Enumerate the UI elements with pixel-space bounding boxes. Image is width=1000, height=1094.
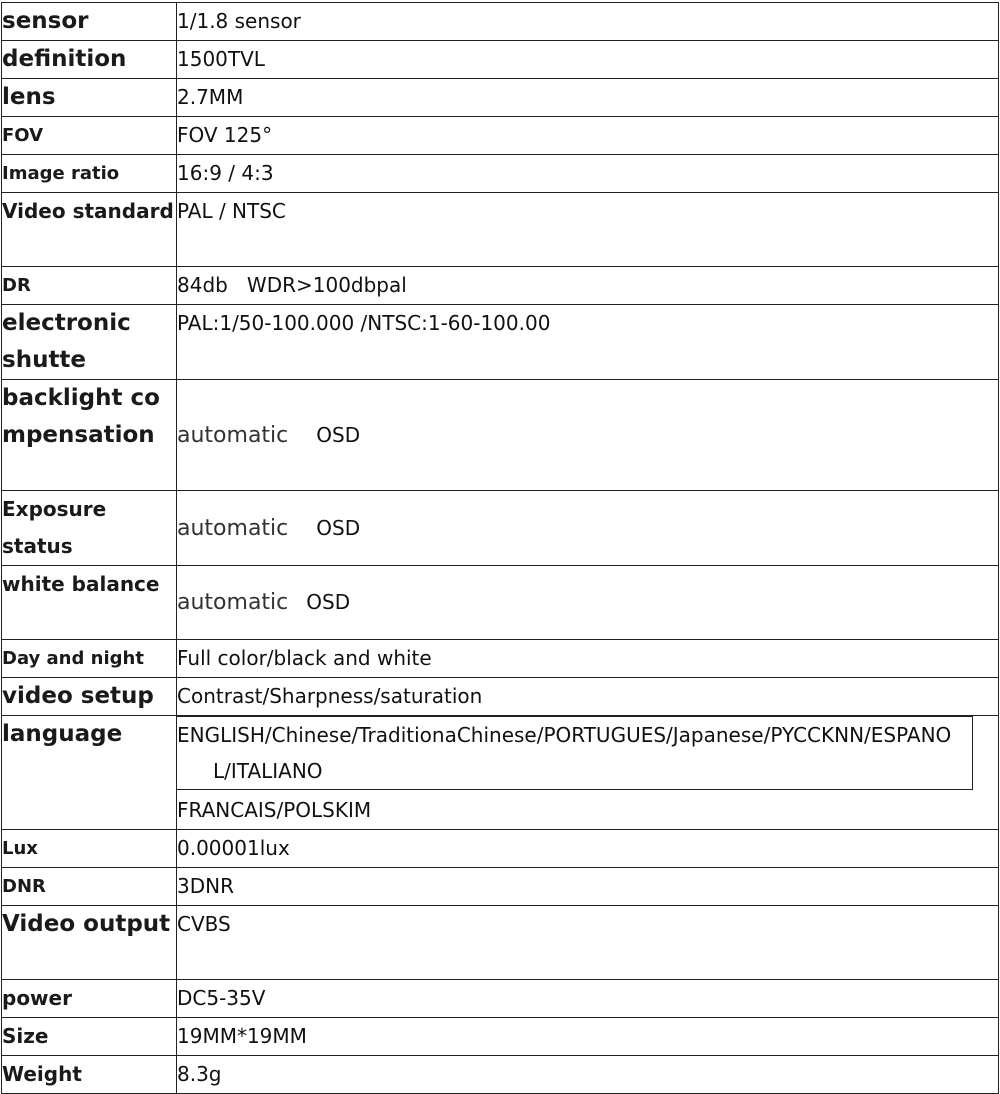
spec-key: language [2, 716, 177, 830]
spec-key: Weight [2, 1056, 177, 1094]
spec-key: white balance [2, 566, 177, 640]
table-row [2, 193, 999, 267]
spec-value-secondary: OSD [306, 590, 351, 614]
spec-value: automatic [177, 422, 289, 448]
table-row [2, 380, 999, 491]
spec-key: Lux [2, 830, 177, 868]
spec-value-secondary: OSD [316, 515, 361, 540]
language-line: ENGLISH/Chinese/TraditionaChinese/PORTUGUES/Japanese/PYCCKNN/ESPANO [177, 723, 952, 747]
table-row [2, 491, 999, 566]
table-row [2, 305, 999, 380]
spec-key: definition [2, 41, 177, 79]
table-row [2, 716, 999, 830]
table-row [2, 3, 999, 41]
spec-value: 1/1.8 sensor [177, 3, 999, 41]
spec-key: video setup [2, 678, 177, 716]
spec-value: FOV 125° [177, 117, 999, 155]
table-row [2, 640, 999, 678]
spec-value: DC5-35V [177, 980, 999, 1018]
spec-key: DNR [2, 868, 177, 906]
spec-key: Video standard [2, 193, 177, 267]
table-row [2, 906, 999, 980]
language-box [176, 716, 973, 790]
table-row [2, 868, 999, 906]
spec-table [1, 2, 999, 1094]
table-row [2, 41, 999, 79]
spec-value-secondary: OSD [316, 422, 361, 447]
spec-value: 19MM*19MM [177, 1018, 999, 1056]
spec-value: automatic [177, 590, 289, 615]
spec-value: automatic [177, 515, 289, 541]
spec-key: sensor [2, 3, 177, 41]
spec-value-cell [177, 716, 999, 830]
spec-value: 84db WDR>100dbpal [177, 267, 999, 305]
spec-value: CVBS [177, 906, 999, 980]
spec-value: Contrast/Sharpness/saturation [177, 678, 999, 716]
language-line: FRANCAIS/POLSKIM [177, 798, 372, 822]
table-row [2, 980, 999, 1018]
table-row [2, 117, 999, 155]
table-row [2, 155, 999, 193]
spec-key: FOV [2, 117, 177, 155]
language-line: L/ITALIANO [213, 759, 323, 783]
spec-value: 0.00001lux [177, 830, 999, 868]
spec-value-cell [177, 380, 999, 491]
spec-key: electronic shutte [2, 305, 177, 380]
spec-value: PAL / NTSC [177, 193, 999, 267]
spec-key: Video output [2, 906, 177, 980]
spec-key: backlight compensation [2, 380, 177, 491]
spec-value: 2.7MM [177, 79, 999, 117]
spec-key: lens [2, 79, 177, 117]
spec-value-cell [177, 566, 999, 640]
table-row [2, 267, 999, 305]
table-row [2, 830, 999, 868]
spec-value: Full color/black and white [177, 640, 999, 678]
spec-value: 1500TVL [177, 41, 999, 79]
spec-key: power [2, 980, 177, 1018]
spec-value: 8.3g [177, 1056, 999, 1094]
spec-key: Day and night [2, 640, 177, 678]
table-row [2, 1018, 999, 1056]
spec-key: Size [2, 1018, 177, 1056]
spec-value-cell [177, 491, 999, 566]
spec-key: DR [2, 267, 177, 305]
table-row [2, 79, 999, 117]
table-row [2, 566, 999, 640]
table-row [2, 678, 999, 716]
spec-value: 3DNR [177, 868, 999, 906]
table-row [2, 1056, 999, 1094]
spec-key: Image ratio [2, 155, 177, 193]
spec-key: Exposure status [2, 491, 177, 566]
spec-value: 16:9 / 4:3 [177, 155, 999, 193]
spec-value: PAL:1/50-100.000 /NTSC:1-60-100.00 [177, 305, 999, 380]
